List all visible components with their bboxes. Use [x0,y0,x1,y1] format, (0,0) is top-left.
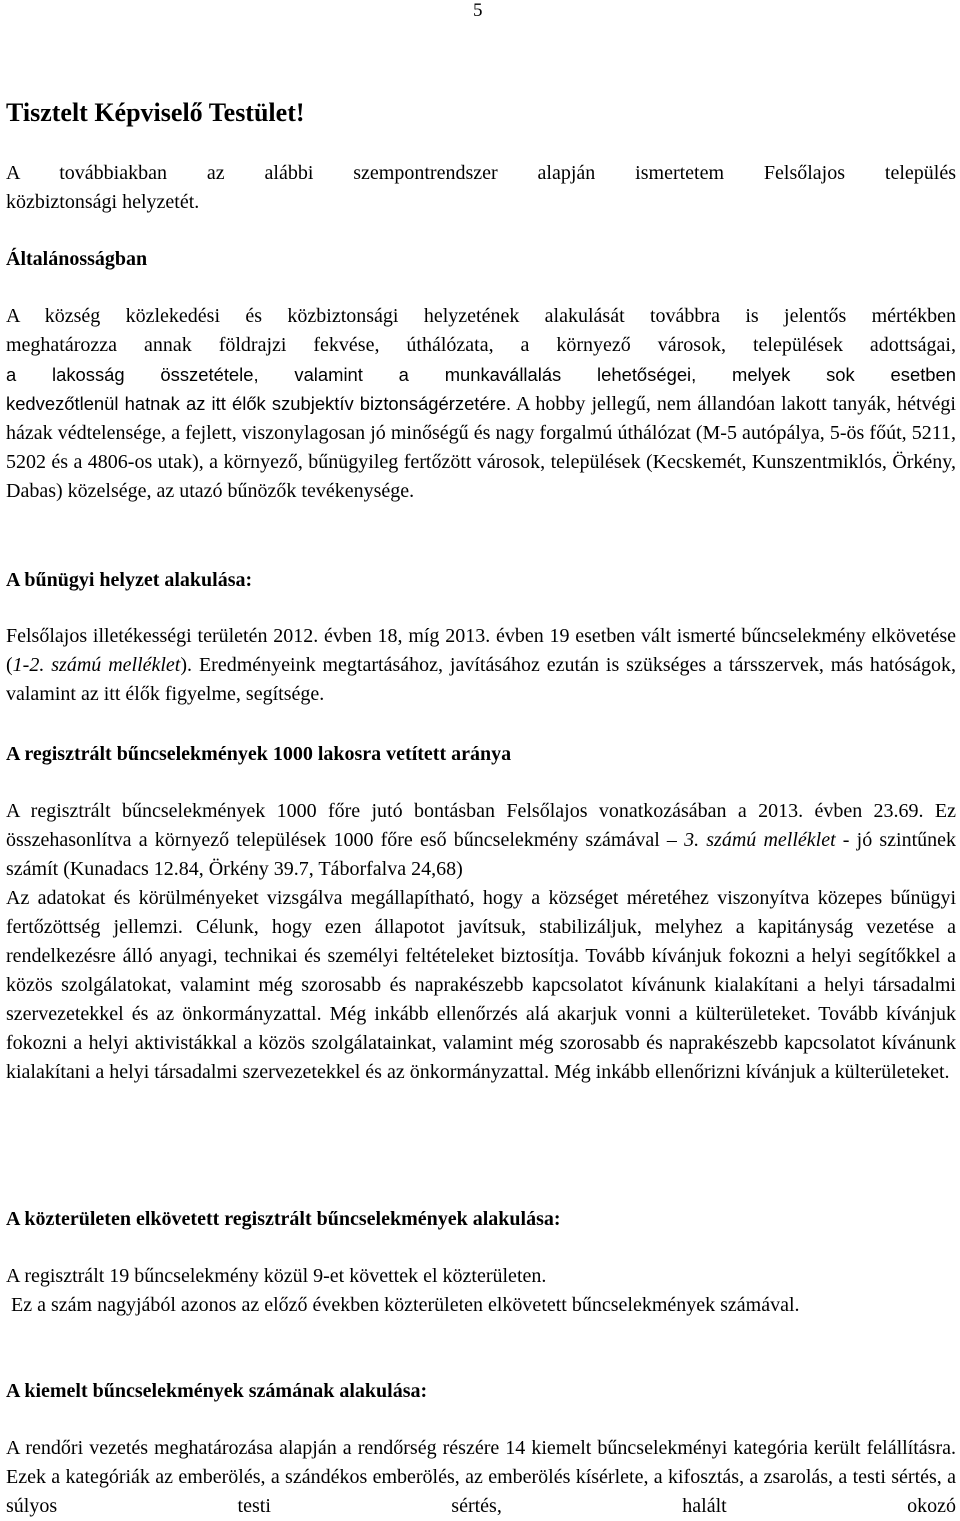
section-ratio-body [6,797,956,1087]
general-line-4: kedvezőtlenül hatnak az itt élők szubjektív biztonságérzetére. [6,393,512,414]
section-crime-title: A bűnügyi helyzet alakulása: [6,569,253,591]
section-crime-paragraph [6,622,956,709]
crime-text-end: ). Eredményeink megtartásához, javításához ezután is szükséges a társszervek, más hatóságok, valamint az itt élők figyelme, segítsége. [6,654,956,705]
general-rest [6,389,956,506]
crime-text-start: Felsőlajos illetékességi területén 2012. évben 18, míg 2013. évben 19 esetben vált ismerté bűncselekmény elkövetése ( [6,625,956,676]
intro-line-1: A továbbiakban az alábbi szempontrendszer alapján ismertetem Felsőlajos település [6,162,956,184]
section-ratio-title: A regisztrált bűncselekmények 1000 lakosra vetített aránya [6,743,512,765]
intro-paragraph [6,159,956,217]
ratio-paragraph-1 [6,797,956,884]
ratio-text-start: A regisztrált bűncselekmények 1000 főre jutó bontásban Felsőlajos vonatkozásában a 2013. évben 23.69. Ez összehasonlítva a környező települések 1000 főre eső bűncselekmény számával – [6,800,956,851]
ratio-text-end: - jó szintűnek számít (Kunadacs 12.84, Örkény 39.7, Táborfalva 24,68) [6,829,957,880]
public-paragraph-1: A regisztrált 19 bűncselekmény közül 9-et követtek el közterületen. [6,1265,547,1287]
section-general-paragraph [6,302,956,506]
general-line-2: meghatározza annak földrajzi fekvése, úthálózata, a környező városok, települések adottságai, [6,334,956,356]
section-general-title: Általánosságban [6,248,148,270]
section-public-title: A közterületen elkövetett regisztrált bűncselekmények alakulása: [6,1208,561,1230]
section-priority-title: A kiemelt bűncselekmények számának alakulása: [6,1380,428,1402]
page-number: 5 [473,0,483,21]
ratio-annex-ref: 3. számú melléklet [684,829,836,851]
general-line-3: a lakosság összetétele, valamint a munkavállalás lehetőségei, melyek sok esetben [6,364,956,385]
general-rest-text: A hobby jellegű, nem állandóan lakott tanyák, hétvégi házak védtelensége, a fejlett, viszonylagosan jó minőségű és nagy forgalmú úthálózat (M-5 autópálya, 5-ös főút, 5211, 5202 és a 4806-os utak), a környező, bűnügyileg fertőzött városok, települések (Kecskemét, Kunszentmiklós, Örkény, Dabas) közelsége, az utazó bűnözők tevékenysége. [6,393,956,502]
section-public-body [6,1262,956,1320]
section-priority-paragraph: A rendőri vezetés meghatározása alapján a rendőrség részére 14 kiemelt bűncselekményi kategória került felállításra. Ezek a kategóriák az emberölés, a szándékos emberölés, az emberölés kísérlete, a kifosztás, a zsarolás, a testi sértés, a súlyos testi sértés, halált okozó [6,1437,956,1517]
intro-line-2: közbiztonsági helyzetét. [6,191,200,213]
general-line-1: A község közlekedési és közbiztonsági helyzetének alakulását továbbra is jelentős mértékben [6,305,956,327]
crime-annex-ref: 1-2. számú melléklet [12,654,181,676]
public-paragraph-2: Ez a szám nagyjából azonos az előző években közterületen elkövetett bűncselekmények számával. [6,1294,800,1316]
page-title: Tisztelt Képviselő Testület! [6,98,305,127]
ratio-paragraph-2: Az adatokat és körülményeket vizsgálva megállapítható, hogy a községet méretéhez viszonyítva közepes bűnügyi fertőzöttség jellemzi. Célunk, hogy ezen állapotot javítsuk, stabilizáljuk, melyhez a kapitányság vezetése a rendelkezésre álló anyagi, technikai és személyi feltételeket biztosítja. Tovább kívánjuk fokozni a helyi segítőkkel a közös szolgálatokat, valamint még szorosabb és naprakészebb kapcsolatot kívánunk kialakítani a helyi társadalmi szervezetekkel és az önkormányzattal. Még inkább ellenőrzés alá akarjuk vonni a külterületeket. Tovább kívánjuk fokozni a helyi aktivistákkal a közös szolgálatainkat, valamint még szorosabb és naprakészebb kapcsolatot kívánunk kialakítani a helyi társadalmi szervezetekkel és az önkormányzattal. Még inkább ellenőrizni kívánjuk a külterületeket. [6,887,956,1083]
